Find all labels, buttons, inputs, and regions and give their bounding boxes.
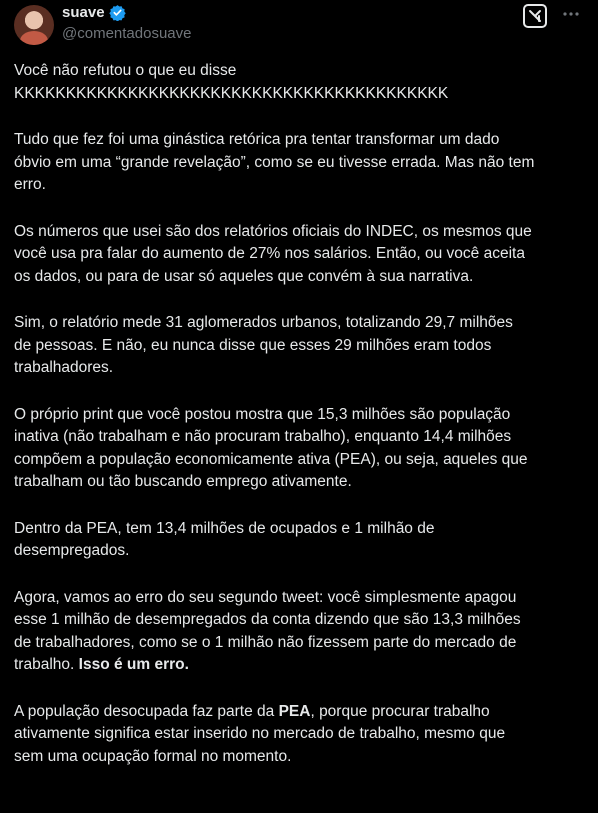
author-name-row[interactable] xyxy=(62,4,126,21)
paragraph xyxy=(14,518,586,563)
text-span: trabalho. xyxy=(14,656,79,673)
text-line xyxy=(14,701,586,724)
bold-text: PEA xyxy=(278,702,311,720)
text-span: A população desocupada faz parte da xyxy=(14,702,279,720)
text-line: Sim, o relatório mede 31 aglomerados urbanos, totalizando 29,7 milhões xyxy=(14,314,513,331)
paragraph xyxy=(14,60,586,105)
text-line: Os números que usei são dos relatórios oficiais do INDEC, os mesmos que xyxy=(14,222,532,240)
grok-icon[interactable] xyxy=(523,4,547,28)
author-handle[interactable]: @comentadosuave xyxy=(62,25,192,42)
bold-text: Isso é um erro. xyxy=(78,656,189,673)
text-line: ativamente significa estar inserido no mercado de trabalho, mesmo que xyxy=(14,725,506,742)
grok-glyph xyxy=(528,9,542,23)
text-line: Tudo que fez foi uma ginástica retórica pra tentar transformar um dado xyxy=(14,131,500,148)
paragraph xyxy=(14,221,586,289)
paragraph xyxy=(14,129,586,197)
paragraph xyxy=(14,312,586,380)
text-line: compõem a população economicamente ativa (PEA), ou seja, aqueles que xyxy=(14,450,528,468)
text-line: sem uma ocupação formal no momento. xyxy=(14,747,292,765)
text-line: de pessoas. E não, eu nunca disse que esses 29 milhões eram todos xyxy=(14,336,492,354)
verified-badge-icon xyxy=(109,4,126,21)
text-line: KKKKKKKKKKKKKKKKKKKKKKKKKKKKKKKKKKKKKKKKKK xyxy=(14,84,449,102)
paragraph xyxy=(14,404,586,494)
text-line: de trabalhadores, como se o 1 milhão não fizessem parte do mercado de xyxy=(14,633,517,651)
paragraph xyxy=(14,587,586,677)
more-icon[interactable] xyxy=(561,4,581,24)
text-line: trabalhadores. xyxy=(14,359,114,376)
text-line: Dentro da PEA, tem 13,4 milhões de ocupados e 1 milhão de xyxy=(14,519,435,537)
text-line: Agora, vamos ao erro do seu segundo tweet: você simplesmente apagou xyxy=(14,588,517,606)
text-line xyxy=(14,654,586,677)
avatar[interactable] xyxy=(14,5,54,45)
text-line: erro. xyxy=(14,176,46,193)
text-line: os dados, ou para de usar só aqueles que convém à sua narrativa. xyxy=(14,267,474,285)
text-line: trabalham ou tão buscando emprego ativamente. xyxy=(14,473,352,490)
post-header xyxy=(0,0,598,60)
author-display-name[interactable]: suave xyxy=(62,4,105,21)
text-line: Você não refutou o que eu disse xyxy=(14,62,237,79)
text-line: óbvio em uma “grande revelação”, como se eu tivesse errada. Mas não tem xyxy=(14,153,535,171)
text-line: O próprio print que você postou mostra que 15,3 milhões são população xyxy=(14,405,511,423)
text-line: inativa (não trabalham e não procuram trabalho), enquanto 14,4 milhões xyxy=(14,428,512,445)
text-line: esse 1 milhão de desempregados da conta dizendo que são 13,3 milhões xyxy=(14,611,521,628)
paragraph xyxy=(14,701,586,769)
text-span: , porque procurar trabalho xyxy=(310,702,490,720)
text-line: você usa pra falar do aumento de 27% nos salários. Então, ou você aceita xyxy=(14,245,525,262)
post-text xyxy=(14,60,586,792)
text-line: desempregados. xyxy=(14,542,130,559)
